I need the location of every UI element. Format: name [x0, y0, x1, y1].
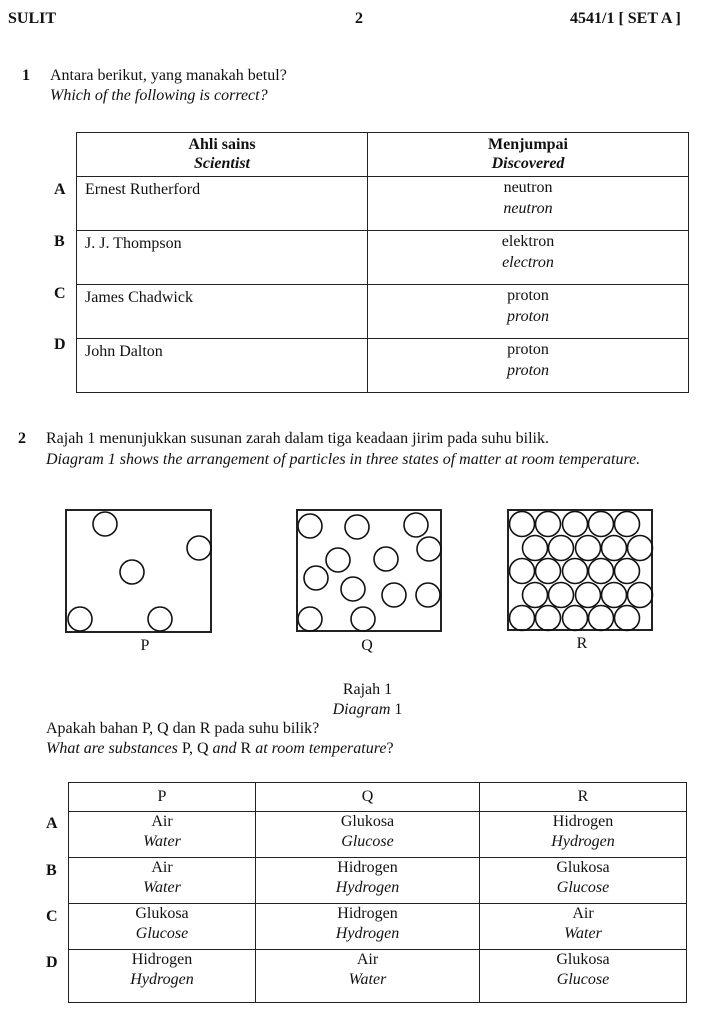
option-a-label: A: [46, 815, 58, 832]
value-ms: Glukosa: [135, 905, 189, 922]
table-header-row: [69, 783, 687, 812]
value-en: electron: [502, 254, 554, 271]
table-row: [69, 904, 687, 950]
value-en: Hydrogen: [335, 879, 400, 896]
cell-q: [256, 904, 480, 950]
prompt-part: What are substances: [46, 740, 178, 757]
discovered-cell: [368, 339, 689, 393]
prompt-part: P, Q: [177, 740, 213, 757]
discovered-cell: [368, 231, 689, 285]
table-row: [69, 812, 687, 858]
value-ms: Air: [572, 905, 594, 922]
header-en: Discovered: [491, 155, 565, 172]
value-ms: proton: [507, 341, 549, 358]
header-ms: Ahli sains: [188, 136, 256, 153]
cell-p: [69, 812, 256, 858]
caption-word: Diagram: [332, 701, 391, 718]
prompt-part: at room temperature: [255, 740, 387, 757]
cell-r: [480, 812, 687, 858]
value-ms: Air: [356, 951, 379, 968]
value-en: Hydrogen: [335, 925, 400, 942]
value-ms: Hidrogen: [131, 951, 193, 968]
cell-r: [480, 950, 687, 1003]
question-2-number: 2: [18, 430, 26, 447]
discovered-cell: [368, 285, 689, 339]
column-header-p: P: [69, 783, 256, 812]
diagram-label-q: Q: [361, 637, 373, 654]
discovered-cell: [368, 177, 689, 231]
cell-q: [256, 950, 480, 1003]
diagram-r-solid: [507, 509, 653, 631]
option-b-label: B: [54, 233, 65, 250]
column-header-q: Q: [256, 783, 480, 812]
value-ms: Hidrogen: [552, 813, 614, 830]
page-number: 2: [355, 10, 363, 27]
value-en: Hydrogen: [551, 833, 615, 850]
table-row: [69, 858, 687, 904]
cell-p: [69, 904, 256, 950]
question-2-stem-ms: Rajah 1 menunjukkan susunan zarah dalam tiga keadaan jirim pada suhu bilik.: [46, 430, 549, 447]
value-en: Glucose: [135, 925, 189, 942]
value-ms: Hidrogen: [337, 905, 398, 922]
header-confidential-label: SULIT: [8, 10, 57, 27]
scientist-cell: Ernest Rutherford: [77, 177, 368, 231]
cell-r: [480, 904, 687, 950]
scientist-cell: James Chadwick: [77, 285, 368, 339]
diagram-label-p: P: [140, 637, 150, 654]
diagram-caption-ms: Rajah 1: [342, 681, 393, 698]
diagram-label-r: R: [576, 635, 588, 652]
option-a-label: A: [54, 181, 66, 198]
header-en: Scientist: [193, 155, 250, 172]
caption-number: 1: [390, 701, 403, 718]
value-en: neutron: [503, 200, 553, 217]
value-en: Glucose: [556, 879, 610, 896]
table-row: [77, 231, 689, 285]
scientist-cell: John Dalton: [77, 339, 368, 393]
value-ms: Hidrogen: [337, 859, 398, 876]
prompt-part: R: [236, 740, 256, 757]
cell-r: [480, 858, 687, 904]
column-header-discovered: [368, 133, 689, 177]
table-row: [69, 950, 687, 1003]
question-1-number: 1: [22, 67, 30, 84]
diagram-caption-en: [0, 701, 721, 719]
prompt-part: and: [212, 740, 237, 757]
header-ms: Menjumpai: [488, 136, 568, 153]
particles-sparse: [67, 511, 214, 635]
option-b-label: B: [46, 862, 57, 879]
option-c-label: C: [54, 285, 66, 302]
value-ms: Air: [151, 813, 173, 830]
cell-p: [69, 858, 256, 904]
cell-p: [69, 950, 256, 1003]
value-en: Glucose: [341, 833, 394, 850]
option-c-label: C: [46, 908, 58, 925]
value-en: proton: [506, 362, 550, 379]
value-en: proton: [506, 308, 550, 325]
value-en: Water: [564, 925, 602, 942]
column-header-r: R: [480, 783, 687, 812]
question-2-prompt-ms: Apakah bahan P, Q dan R pada suhu bilik?: [46, 720, 320, 737]
table-row: [77, 285, 689, 339]
particles-medium: [298, 511, 444, 634]
table-row: [77, 177, 689, 231]
value-ms: Glukosa: [340, 813, 395, 830]
question-2-stem-en: Diagram 1 shows the arrangement of particles in three states of matter at room temperature.: [46, 451, 641, 468]
value-en: Water: [143, 833, 181, 850]
table-row: [77, 339, 689, 393]
option-d-label: D: [54, 336, 66, 353]
question-1-stem-en: Which of the following is correct?: [50, 87, 268, 104]
scientist-cell: J. J. Thompson: [77, 231, 368, 285]
value-ms: neutron: [503, 179, 553, 196]
table-header-row: [77, 133, 689, 177]
value-ms: Air: [151, 859, 173, 876]
question-2-prompt-en: [46, 740, 394, 758]
particles-packed: [509, 511, 655, 633]
paper-code: 4541/1 [ SET A ]: [570, 10, 681, 27]
question-1-stem-ms: Antara berikut, yang manakah betul?: [50, 67, 287, 84]
value-ms: Glukosa: [556, 951, 610, 968]
value-en: Glucose: [556, 971, 610, 988]
value-ms: Glukosa: [556, 859, 610, 876]
value-en: Water: [348, 971, 387, 988]
option-d-label: D: [46, 954, 58, 971]
question-2-table: [68, 782, 687, 1003]
value-ms: proton: [507, 287, 549, 304]
value-en: Water: [143, 879, 181, 896]
diagram-p-gas: [65, 509, 212, 633]
question-1-table: [76, 132, 689, 393]
diagram-q-liquid: [296, 509, 442, 632]
cell-q: [256, 858, 480, 904]
value-en: Hydrogen: [130, 971, 194, 988]
column-header-scientist: [77, 133, 368, 177]
cell-q: [256, 812, 480, 858]
prompt-part: ?: [386, 740, 394, 757]
value-ms: elektron: [501, 233, 555, 250]
